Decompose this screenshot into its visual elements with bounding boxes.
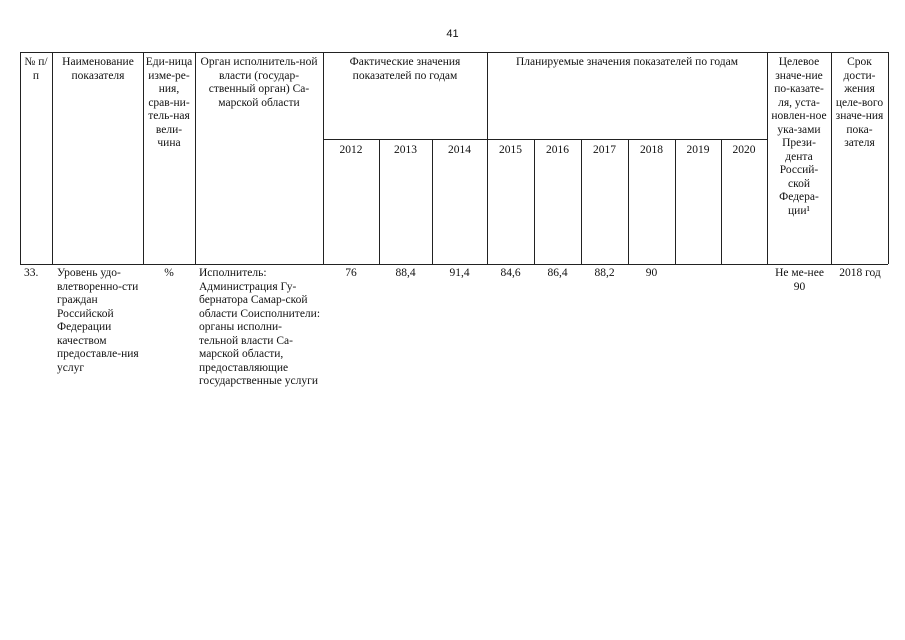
header-number: № п/п — [24, 56, 48, 82]
year-cell: 2017 — [593, 144, 616, 156]
header-organ: Орган исполнитель-ной власти (государ-ственный орган) Са-марской области — [200, 56, 318, 109]
year-cell: 2014 — [448, 144, 471, 156]
year-cell: 2015 — [499, 144, 522, 156]
year-cell: 2019 — [686, 144, 710, 156]
year-cell: 2018 — [640, 144, 663, 156]
value-cell: 76 — [345, 267, 357, 279]
year-cell: 2016 — [546, 144, 569, 156]
row-target-value: Не ме-нее 90 — [775, 267, 824, 293]
value-cell: 84,6 — [500, 267, 521, 279]
table-top-border — [20, 52, 888, 53]
row-organ: Исполнитель: Администрация Гу-бернатора Самар-ской области Соисполнители: органы исполни-тельной власти Са-марской области, предоставляющие государственные услуги — [199, 267, 321, 387]
value-cell: 88,2 — [594, 267, 615, 279]
header-target-value: Целевое значе-ние по-казате-ля, уста-новлен-ное ука-зами Прези-дента Россий-ской Федера-ции¹ — [771, 56, 827, 217]
value-cell: 86,4 — [547, 267, 568, 279]
row-number: 33. — [24, 267, 39, 279]
value-cell: 90 — [645, 267, 658, 279]
header-indicator-name: Наименование показателя — [62, 56, 134, 82]
header-actual-values: Фактические значения показателей по годам — [349, 56, 461, 82]
year-cell: 2020 — [732, 144, 756, 156]
row-unit: % — [164, 267, 174, 279]
value-cell: 88,4 — [395, 267, 416, 279]
header-bottom-border — [20, 264, 888, 265]
header-unit: Еди-ница изме-ре-ния, срав-ни-тель-ная вели-чина — [145, 56, 193, 149]
page-number: 41 — [446, 28, 459, 40]
row-deadline: 2018 год — [839, 267, 881, 279]
header-planned-values: Планируемые значения показателей по годам — [515, 56, 739, 68]
value-cell: 91,4 — [449, 267, 470, 279]
header-deadline: Срок дости-жения целе-вого значе-ния пока-зателя — [835, 56, 884, 149]
year-cell: 2013 — [394, 144, 417, 156]
year-cell: 2012 — [339, 144, 363, 156]
years-row-top-border — [323, 139, 767, 140]
row-indicator-name: Уровень удо-влетворенно-сти граждан Российской Федерации качеством предоставле-ния услуг — [57, 267, 139, 374]
